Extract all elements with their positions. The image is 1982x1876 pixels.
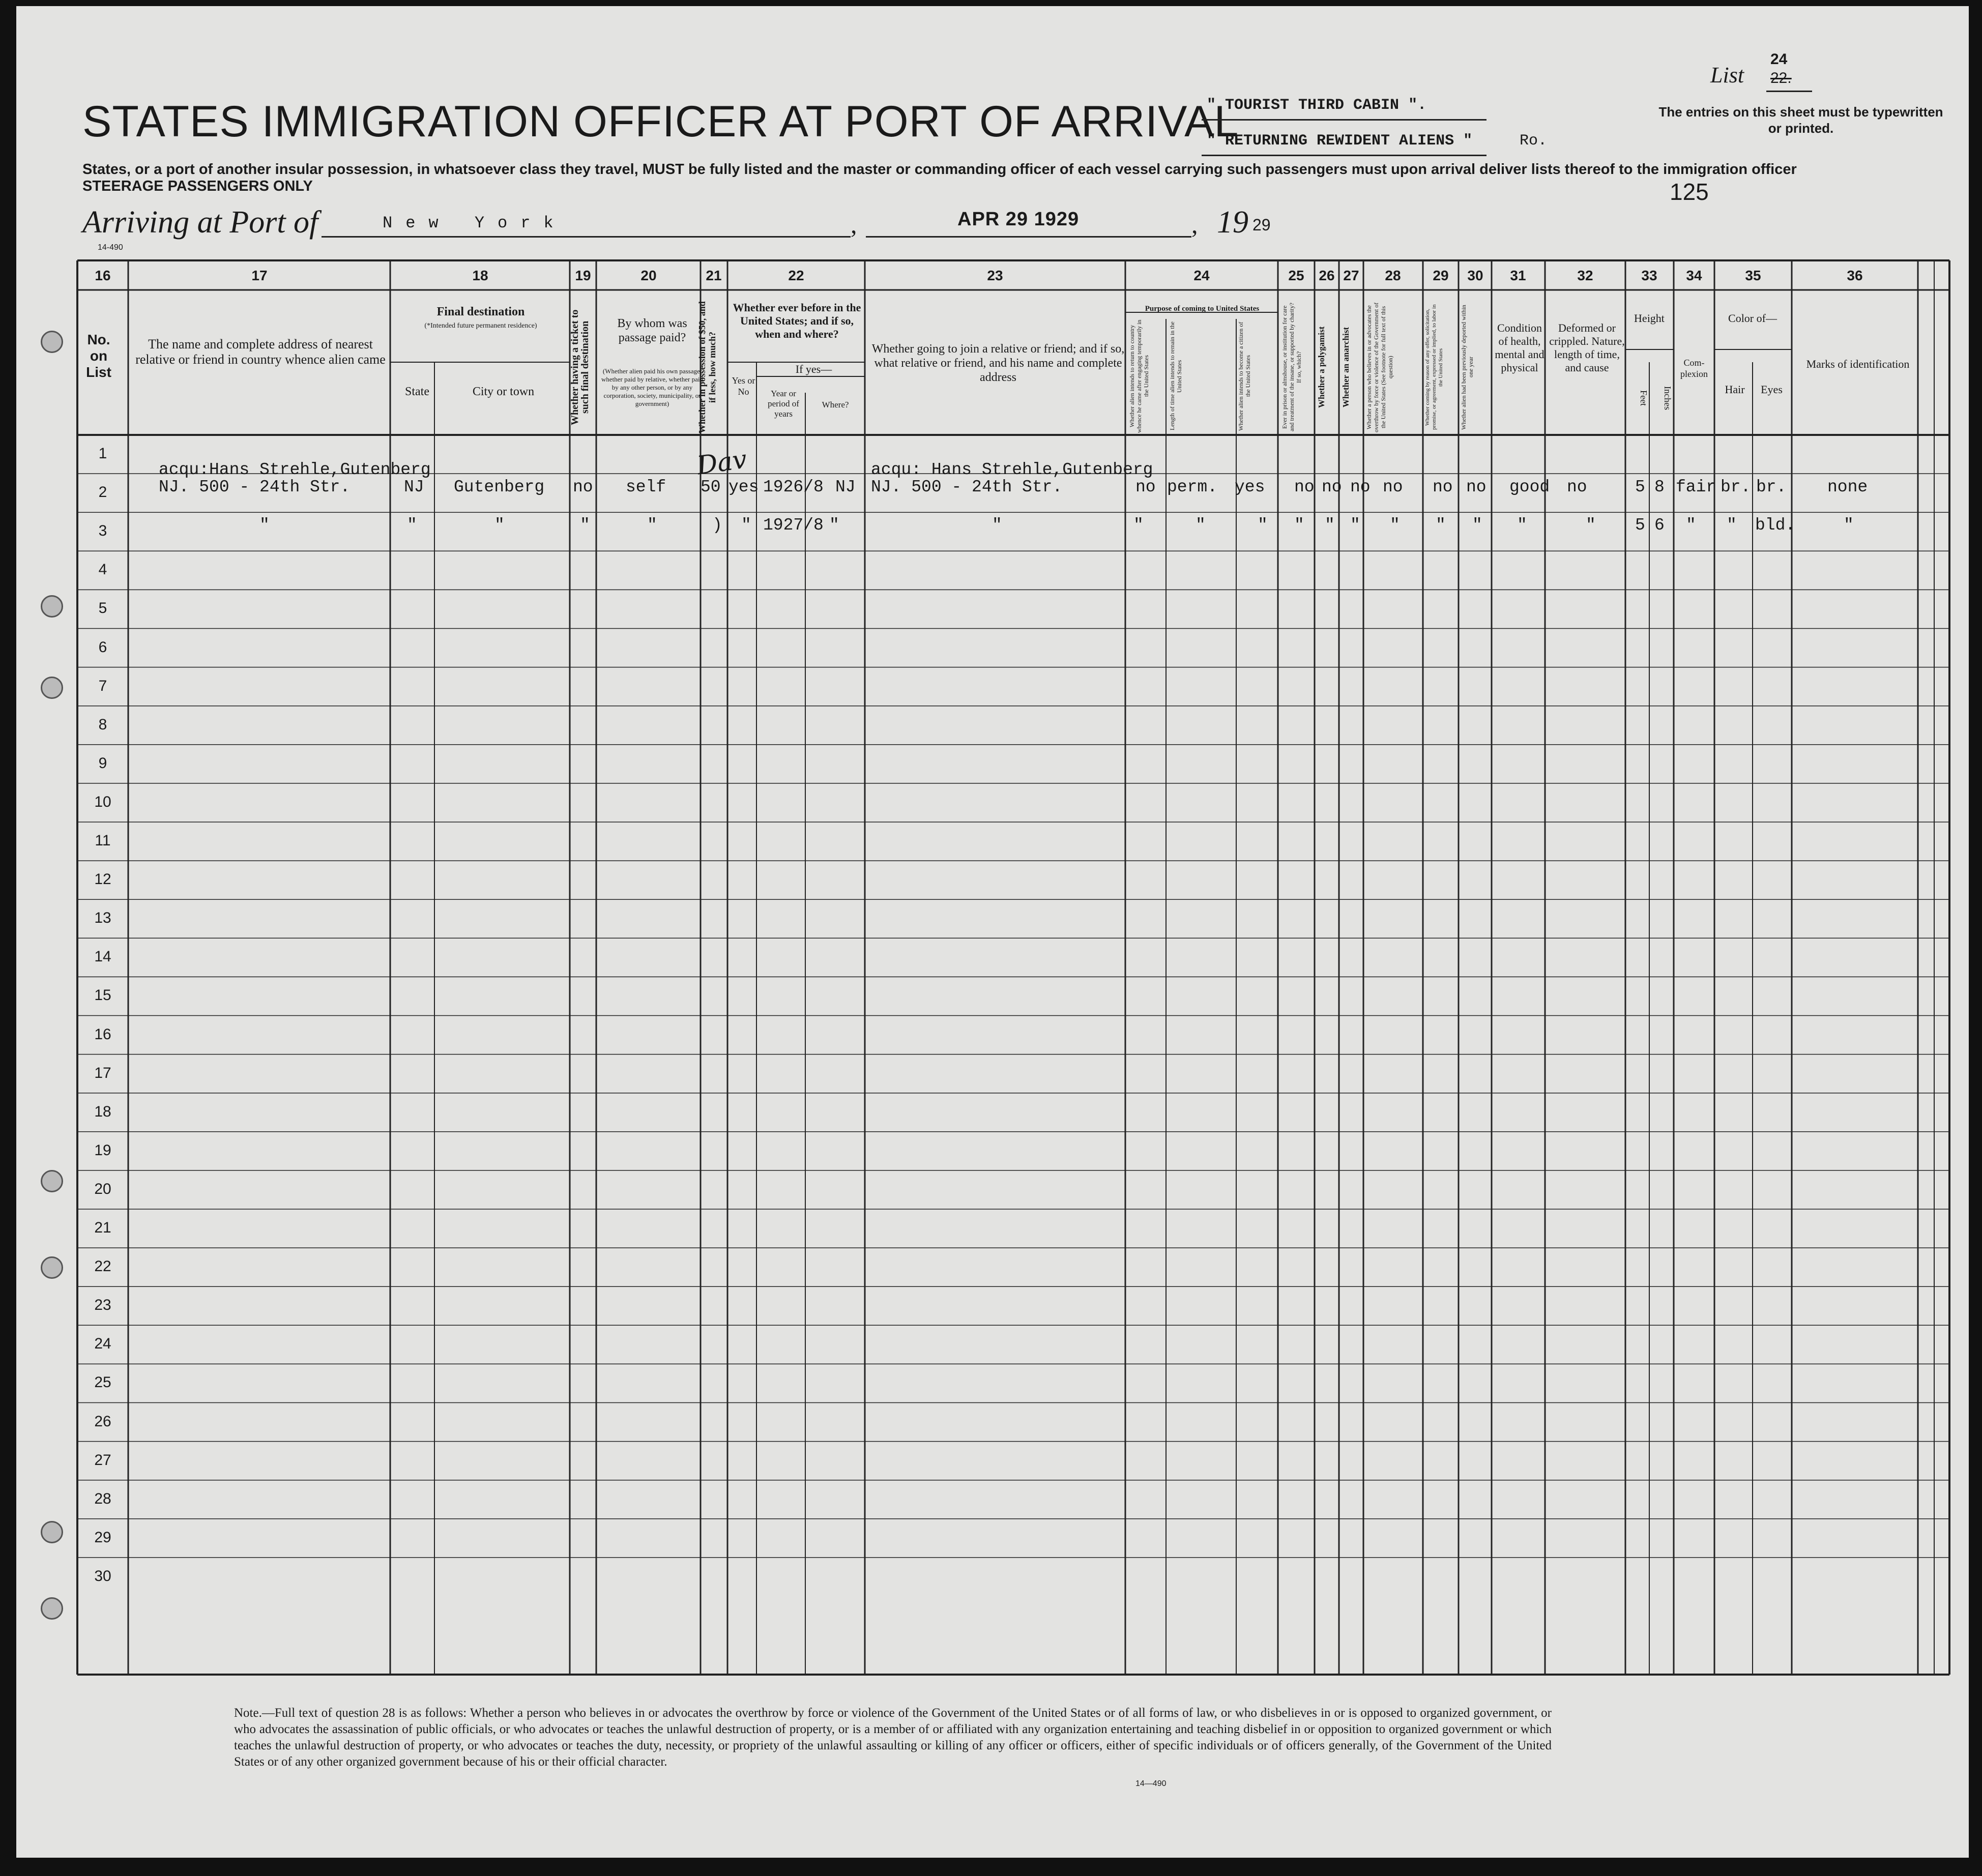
- header-purpose-b: Length of time alien intends to remain in the United States: [1169, 321, 1183, 431]
- punch-hole: [41, 331, 63, 353]
- row1-deformed: no: [1567, 478, 1587, 496]
- column-number: 29: [1433, 268, 1449, 283]
- list-label: List: [1710, 63, 1744, 87]
- row2-q28: ": [1390, 516, 1400, 535]
- header-purpose-a: Whether alien intends to return to country whence he came after engaging temporarily in the United States: [1128, 319, 1150, 433]
- header-complexion: Com-plexion: [1680, 358, 1708, 379]
- punch-hole: [41, 1521, 63, 1543]
- row1-relative-line1: acqu:Hans Strehle,Gutenberg: [159, 460, 431, 479]
- row2-complexion: ": [1686, 516, 1696, 535]
- row-number: 12: [94, 871, 111, 888]
- header-q30: Whether alien had been previously deported within one year: [1460, 305, 1474, 430]
- header-yes-no: Yes or No: [732, 375, 755, 397]
- row2-purpose-a: ": [1133, 516, 1144, 535]
- header-health: Condition of health, mental and physical: [1495, 321, 1544, 374]
- row1-purpose-c: yes: [1235, 478, 1265, 496]
- row1-city: Gutenberg: [454, 478, 545, 496]
- row2-state: ": [407, 516, 417, 535]
- year-suffix: 29: [1252, 216, 1271, 234]
- ro-label: Ro.: [1520, 132, 1548, 150]
- row1-feet: 5: [1635, 478, 1645, 496]
- row2-feet: 5: [1635, 516, 1645, 535]
- header-nearest-relative: The name and complete address of nearest relative or friend in country whence alien came: [135, 337, 386, 367]
- row1-joining-line2: NJ. 500 - 24th Str.: [871, 478, 1063, 496]
- row-number: 19: [94, 1141, 111, 1159]
- row2-year: 1927/8: [763, 516, 824, 535]
- row-number: 28: [94, 1490, 111, 1507]
- handwritten-annotation: Dav: [695, 444, 749, 481]
- typewritten-note: The entries on this sheet must be typewritten or printed.: [1658, 104, 1943, 136]
- row2-q29: ": [1436, 516, 1446, 535]
- row-number: 20: [94, 1180, 111, 1197]
- row-number: 9: [98, 754, 107, 772]
- row2-deformed: ": [1586, 516, 1596, 535]
- column-number: 18: [472, 268, 488, 283]
- row2-relative: ": [259, 516, 270, 535]
- row-number: 14: [94, 948, 111, 965]
- column-number: 22: [788, 268, 804, 283]
- row1-complexion: fair: [1676, 478, 1716, 496]
- row2-joining: ": [992, 516, 1002, 535]
- form-code-top: 14-490: [98, 243, 123, 252]
- punch-hole: [41, 1256, 63, 1279]
- column-number: 16: [95, 268, 111, 283]
- row2-q30: ": [1472, 516, 1482, 535]
- row-number: 18: [94, 1103, 111, 1120]
- row-number: 25: [94, 1374, 111, 1391]
- header-q29: Whether coming by reason of any offer, solicitation, promise, or agreement, expressed or implied, to labor in the United States: [1424, 304, 1444, 430]
- row1-yes-no: yes: [728, 478, 759, 496]
- sheet-number: 125: [1670, 179, 1709, 205]
- header-feet: Feet: [1639, 390, 1649, 406]
- row2-prison: ": [1294, 516, 1304, 535]
- header-purpose-c: Whether alien intends to become a citizen of the United States: [1237, 321, 1251, 431]
- row-number: 1: [98, 445, 107, 462]
- row1-polygamist: no: [1322, 478, 1342, 496]
- header-state: State: [405, 385, 429, 398]
- row1-marks: none: [1827, 478, 1868, 496]
- row1-hair: br.: [1721, 478, 1751, 496]
- row2-inches: 6: [1654, 516, 1665, 535]
- arriving-label: Arriving at Port of: [82, 205, 318, 240]
- column-number: 32: [1577, 268, 1593, 283]
- row-number: 23: [94, 1297, 111, 1314]
- rule-text-1: States, or a port of another insular possession, in whatsoever class they travel, MUST be fully listed and the master or commanding officer of each vessel carrying such passengers must upon arrival deliver lists thereof to the immigration officer: [82, 161, 1797, 178]
- row2-yes-no: ": [741, 516, 751, 535]
- column-number: 36: [1847, 268, 1863, 283]
- row-number: 3: [98, 522, 107, 540]
- row-number: 6: [98, 638, 107, 656]
- rule-text-2: STEERAGE PASSENGERS ONLY: [82, 178, 313, 194]
- row-number: 30: [94, 1567, 111, 1585]
- header-if-yes: If yes—: [795, 363, 832, 375]
- column-number: 28: [1385, 268, 1401, 283]
- punch-hole: [41, 1597, 63, 1620]
- header-inches: Inches: [1663, 386, 1673, 410]
- punch-hole: [41, 1170, 63, 1192]
- row1-eyes: br.: [1756, 478, 1787, 496]
- row1-health: good: [1509, 478, 1550, 496]
- date-comma: ,: [1191, 210, 1198, 239]
- header-purpose: Purpose of coming to United States: [1145, 305, 1260, 313]
- row2-hair: ": [1727, 516, 1737, 535]
- header-deformed: Deformed or crippled. Nature, length of time, and cause: [1549, 321, 1625, 374]
- row-number: 26: [94, 1413, 111, 1430]
- row-number: 22: [94, 1258, 111, 1275]
- header-before-in-us: Whether ever before in the United States; and if so, when and where?: [733, 301, 861, 340]
- header-joining: Whether going to join a relative or friend; and if so, what relative or friend, and his name and complete address: [871, 342, 1125, 384]
- row2-where: ": [829, 516, 839, 535]
- row-number: 10: [94, 793, 111, 810]
- list-number-bottom: 22.: [1770, 70, 1792, 86]
- column-number: 24: [1193, 268, 1210, 283]
- row1-where: NJ: [835, 478, 856, 496]
- row2-purpose-c: ": [1258, 516, 1268, 535]
- header-year-period: Year or period of years: [768, 389, 799, 419]
- row1-anarchist: no: [1350, 478, 1371, 496]
- column-number: 17: [251, 268, 268, 283]
- header-money: Whether in possession of $50, and if less, how much?: [697, 301, 717, 433]
- row1-relative-line2: NJ. 500 - 24th Str.: [159, 478, 351, 496]
- header-passage-sub: (Whether alien paid his own passage, whether paid by relative, whether paid by any other person, or by any corporation, society, municipality, or government): [601, 367, 703, 407]
- header-polygamist: Whether a polygamist: [1317, 326, 1326, 408]
- row2-passage: ": [647, 516, 657, 535]
- row1-joining-line1: acqu: Hans Strehle,Gutenberg: [871, 460, 1153, 479]
- date-stamp: APR 29 1929: [957, 209, 1080, 230]
- column-number: 23: [987, 268, 1003, 283]
- header-final-destination-sub: (*Intended future permanent residence): [424, 322, 537, 330]
- row-number: 29: [94, 1529, 111, 1546]
- header-passage: By whom was passage paid?: [617, 317, 687, 344]
- row1-year: 1926/8: [763, 478, 824, 496]
- column-number: 30: [1467, 268, 1483, 283]
- row-number: 4: [98, 561, 107, 578]
- row2-city: ": [494, 516, 505, 535]
- row2-money: ): [712, 516, 722, 535]
- row2-purpose-b: ": [1196, 516, 1206, 535]
- row-number: 15: [94, 987, 111, 1004]
- column-number: 20: [640, 268, 657, 283]
- class-line-1: " TOURIST THIRD CABIN ".: [1207, 97, 1427, 114]
- header-height: Height: [1634, 312, 1665, 325]
- column-number: 34: [1686, 268, 1702, 283]
- row1-purpose-a: no: [1135, 478, 1156, 496]
- port-comma: ,: [851, 210, 857, 239]
- column-number: 31: [1510, 268, 1526, 283]
- header-color-of: Color of—: [1728, 312, 1777, 325]
- row-number: 8: [98, 716, 107, 733]
- header-ticket: Whether having a ticket to such final destination: [569, 309, 591, 425]
- header-prison: Ever in prison or almshouse, or institution for care and treatment of the insane, or supported by charity? If so, which?: [1281, 303, 1302, 432]
- row1-purpose-b: perm.: [1167, 478, 1218, 496]
- column-number: 27: [1343, 268, 1359, 283]
- row-number: 27: [94, 1451, 111, 1469]
- column-number: 25: [1288, 268, 1304, 283]
- footnote-q28: Note.—Full text of question 28 is as follows: Whether a person who believes in or advocates the overthrow by force or violence of the Government of the United States or of all forms of law, or who disbelieves in or is opposed to organized government, or who advocates the assassination of public officials, or who advocates or teaches the unlawful destruction of property, or is a member of or affiliated with any organization entertaining and teaching disbelief in or opposition to organized government or which teaches the unlawful destruction of property, or who advocates or teaches the duty, necessity, or propriety of the unlawful assaulting or killing of any officer or officers, either of specific individuals or of officers generally, of the Government of the United States or of any other organized government because of his or their official character.: [234, 1706, 1552, 1769]
- form-code-bottom: 14—490: [1135, 1779, 1167, 1788]
- row-number: 17: [94, 1064, 111, 1081]
- row2-eyes: bld.: [1755, 516, 1796, 535]
- row1-inches: 8: [1654, 478, 1665, 496]
- row1-state: NJ: [404, 478, 424, 496]
- header-no-on-list: No. on List: [86, 332, 111, 380]
- row-number: 7: [98, 677, 107, 694]
- column-number: 26: [1319, 268, 1335, 283]
- header-q28: Whether a person who believes in or advocates the overthrow by force or violence of the Government of the United States (See footnote for full text of this question): [1365, 302, 1394, 432]
- header-eyes: Eyes: [1761, 383, 1783, 396]
- column-number: 33: [1641, 268, 1657, 283]
- year-prefix: 19: [1217, 205, 1248, 240]
- row1-passage: self: [626, 478, 666, 496]
- row1-money: 50: [701, 478, 721, 496]
- row-number: 21: [94, 1219, 111, 1237]
- row-number: 16: [94, 1025, 111, 1043]
- row1-q29: no: [1433, 478, 1453, 496]
- column-number: 19: [575, 268, 591, 283]
- page-title: STATES IMMIGRATION OFFICER AT PORT OF ARRIVAL: [82, 97, 1239, 146]
- row2-health: ": [1517, 516, 1527, 535]
- list-number-top: 24: [1770, 51, 1788, 68]
- column-number: 35: [1745, 268, 1761, 283]
- row-number: 24: [94, 1335, 111, 1353]
- row-number: 5: [98, 600, 107, 617]
- row2-polygamist: ": [1325, 516, 1335, 535]
- row1-q28: no: [1383, 478, 1403, 496]
- port-name: New York: [383, 214, 567, 232]
- class-line-2: " RETURNING REWIDENT ALIENS ": [1207, 132, 1473, 150]
- row1-q30: no: [1466, 478, 1486, 496]
- column-number: 21: [706, 268, 722, 283]
- table-grid: [16, 6, 1969, 1858]
- row2-marks: ": [1844, 516, 1854, 535]
- row-number: 2: [98, 484, 107, 501]
- row2-ticket: ": [580, 516, 590, 535]
- header-hair: Hair: [1725, 383, 1745, 396]
- row1-ticket: no: [573, 478, 593, 496]
- punch-hole: [41, 677, 63, 699]
- header-city: City or town: [472, 385, 535, 398]
- manifest-sheet: [16, 6, 1969, 1858]
- row1-prison: no: [1294, 478, 1315, 496]
- row-number: 13: [94, 910, 111, 927]
- header-final-destination: Final destination: [436, 305, 525, 318]
- header-where: Where?: [822, 400, 849, 409]
- header-anarchist: Whether an anarchist: [1341, 327, 1351, 408]
- header-marks: Marks of identification: [1806, 358, 1910, 370]
- punch-hole: [41, 595, 63, 618]
- row2-anarchist: ": [1350, 516, 1360, 535]
- row-number: 11: [95, 832, 111, 849]
